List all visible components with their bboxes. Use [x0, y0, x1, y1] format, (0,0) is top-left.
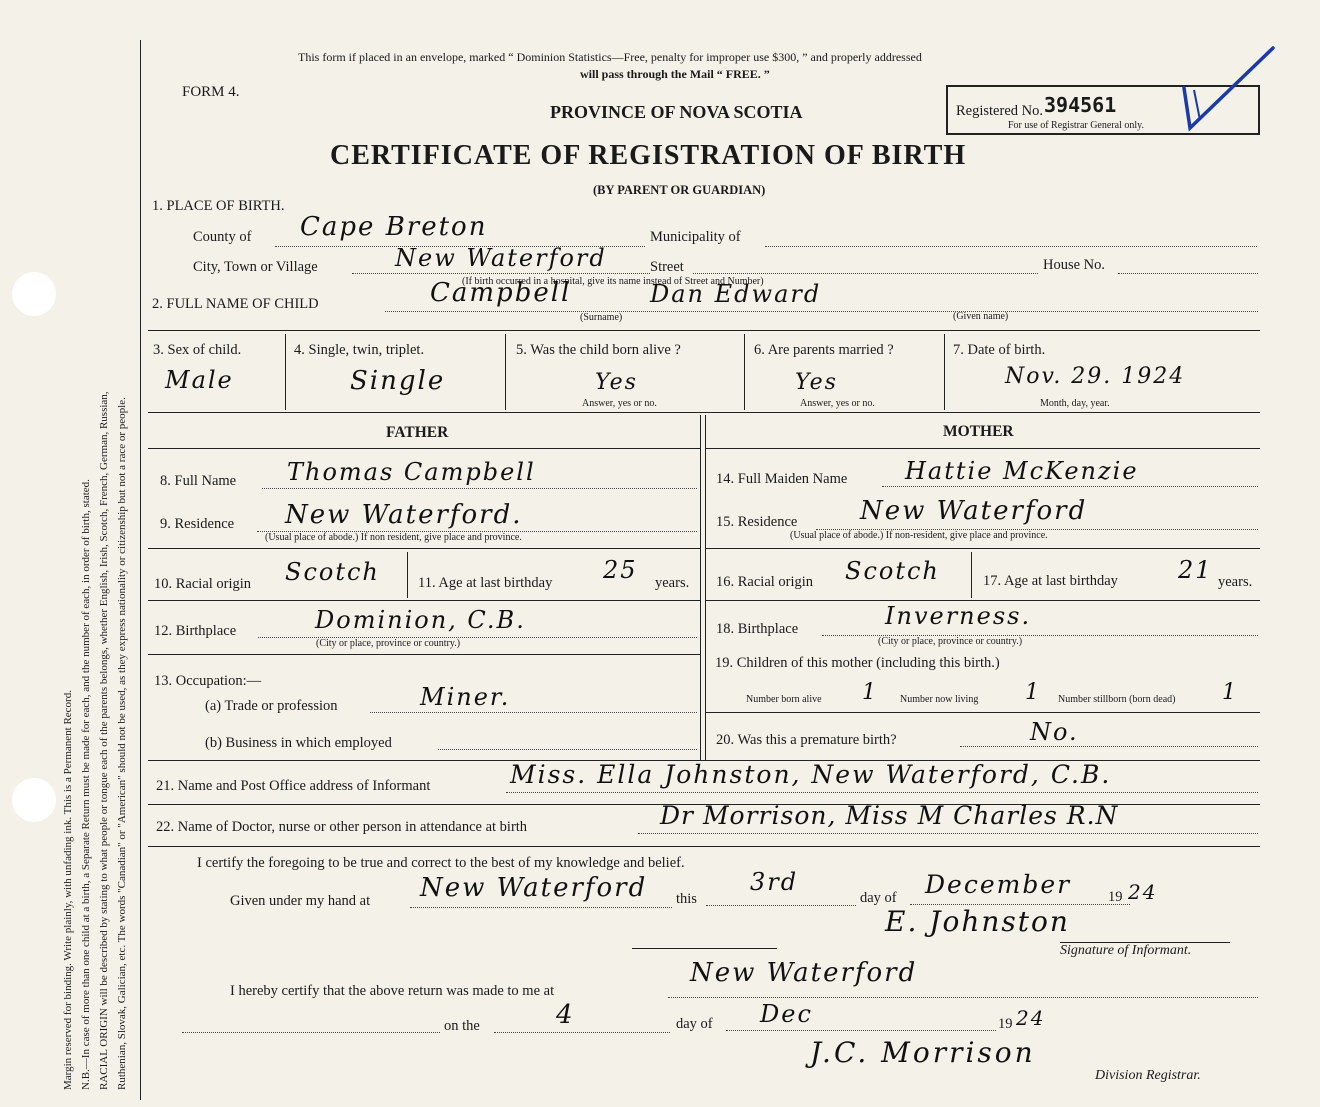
margin-rule — [140, 40, 141, 1100]
date-of-birth-label: 7. Date of birth. — [953, 342, 1046, 358]
father-residence-caption: (Usual place of abode.) If non resident, give place and province. — [265, 532, 522, 543]
mail-notice-1: This form if placed in an envelope, marked “ Dominion Statistics—Free, penalty for improper use $300, ” and properly addressed — [298, 50, 922, 64]
certificate-subtitle: (BY PARENT OR GUARDIAN) — [593, 183, 766, 197]
informant-signature: E. Johnston — [885, 905, 1070, 938]
stillborn-label: Number stillborn (born dead) — [1058, 694, 1176, 705]
mother-racial-value: Scotch — [845, 557, 940, 585]
now-living-label: Number now living — [900, 694, 979, 705]
mother-name-label: 14. Full Maiden Name — [716, 471, 848, 487]
child-surname-value: Campbell — [430, 278, 572, 308]
registrar-day-value: 4 — [556, 1000, 575, 1030]
registrar-day-of-label: day of — [676, 1016, 713, 1032]
hospital-note: (If birth occurred in a hospital, give its name instead of Street and Number) — [462, 276, 764, 287]
given-year-value: 24 — [1128, 880, 1158, 904]
given-under-label: Given under my hand at — [230, 893, 371, 909]
given-day-of-label: day of — [860, 890, 897, 906]
house-label: House No. — [1043, 257, 1106, 273]
margin-note-2: N.B.—In case of more than one child at a birth, a Separate Return must be made for each, and the number of each, in order of birth, stated. — [80, 479, 92, 1090]
father-years-label: years. — [655, 575, 690, 591]
father-trade-label: (a) Trade or profession — [205, 698, 338, 714]
given-month-value: December — [925, 870, 1072, 899]
mother-residence-value: New Waterford — [860, 496, 1088, 526]
city-value: New Waterford — [395, 244, 607, 272]
born-alive-count-value: 1 — [862, 680, 878, 705]
margin-note-4: Ruthenian, Slovak, Galician, etc. The words "Canadian" or "American" should not be used, as they express nationality or citizenship but not a race or people. — [116, 397, 128, 1090]
certificate-title: CERTIFICATE OF REGISTRATION OF BIRTH — [330, 140, 967, 171]
given-place-value: New Waterford — [420, 873, 648, 903]
mother-birthplace-caption: (City or place, province or country.) — [878, 636, 1023, 647]
column-divider — [700, 415, 701, 760]
margin-note-3: RACIAL ORIGIN will be described by stating to what people or tongue each of the parents belongs, whether English, Irish, Scotch, French, German, Russian, — [98, 391, 110, 1090]
parents-married-value: Yes — [795, 370, 838, 395]
father-heading: FATHER — [386, 424, 449, 441]
given-day-value: 3rd — [750, 868, 799, 896]
father-name-value: Thomas Campbell — [287, 458, 536, 486]
municipality-label: Municipality of — [650, 229, 741, 245]
surname-caption: (Surname) — [580, 312, 623, 323]
this-label: this — [676, 891, 697, 907]
stillborn-value: 1 — [1222, 680, 1238, 705]
born-alive-value: Yes — [595, 370, 638, 395]
registrar-place-value: New Waterford — [690, 958, 918, 988]
county-value: Cape Breton — [300, 212, 488, 242]
binding-hole-bottom — [12, 778, 56, 822]
doctor-label: 22. Name of Doctor, nurse or other person in attendance at birth — [156, 819, 528, 835]
father-racial-value: Scotch — [285, 558, 380, 586]
mother-heading: MOTHER — [943, 423, 1014, 440]
given-year-prefix — [1108, 889, 1123, 906]
on-the-label: on the — [444, 1018, 480, 1034]
registrar-statement: I hereby certify that the above return was made to me at — [230, 983, 555, 999]
registered-note: For use of Registrar General only. — [1008, 120, 1144, 131]
doctor-value: Dr Morrison, Miss M Charles R.N — [660, 801, 1119, 830]
mail-notice-2: will pass through the Mail “ FREE. ” — [580, 67, 770, 81]
mother-racial-label: 16. Racial origin — [716, 574, 814, 590]
date-of-birth-value: Nov. 29. 1924 — [1005, 364, 1186, 389]
mother-residence-caption: (Usual place of abode.) If non-resident, give place and province. — [790, 530, 1048, 541]
father-age-label: 11. Age at last birthday — [418, 575, 553, 591]
mother-years-label: years. — [1218, 574, 1253, 590]
province-title: PROVINCE OF NOVA SCOTIA — [550, 102, 803, 122]
place-of-birth-label: 1. PLACE OF BIRTH. — [152, 198, 285, 214]
child-given-value: Dan Edward — [650, 280, 822, 308]
mother-children-text: 19. Children of this mother (including this birth.) — [715, 655, 1000, 671]
registrar-year-prefix-text: 19 — [998, 1016, 1013, 1032]
mother-birthplace-label: 18. Birthplace — [716, 621, 799, 637]
parents-married-caption: Answer, yes or no. — [800, 398, 875, 409]
mother-residence-label: 15. Residence — [716, 514, 798, 530]
born-alive-caption: Answer, yes or no. — [582, 398, 657, 409]
certify-statement: I certify the foregoing to be true and correct to the best of my knowledge and belief. — [197, 855, 685, 871]
premature-value: No. — [1030, 718, 1079, 746]
registrar-signature: J.C. Morrison — [810, 1036, 1036, 1069]
signature-caption: Signature of Informant. — [1060, 943, 1192, 958]
date-of-birth-caption: Month, day, year. — [1040, 398, 1110, 409]
county-label: County of — [193, 229, 252, 245]
birth-type-value: Single — [350, 366, 446, 396]
father-birthplace-label: 12. Birthplace — [154, 623, 237, 639]
father-age-value: 25 — [603, 556, 638, 584]
father-birthplace-value: Dominion, C.B. — [315, 606, 526, 634]
registered-number: 394561 — [1044, 93, 1117, 117]
father-name-label: 8. Full Name — [160, 473, 237, 489]
mother-name-value: Hattie McKenzie — [905, 457, 1139, 485]
form-number: FORM 4. — [182, 84, 240, 100]
informant-value: Miss. Ella Johnston, New Waterford, C.B. — [510, 760, 1112, 789]
registrar-year-prefix — [998, 1016, 1013, 1033]
street-label: Street — [650, 259, 684, 275]
born-alive-count-label: Number born alive — [746, 694, 822, 705]
mother-age-label: 17. Age at last birthday — [983, 573, 1118, 589]
father-trade-value: Miner. — [420, 683, 511, 711]
margin-note-1: Margin reserved for binding. Write plainly, with unfading ink. This is a Permanent Record. — [62, 690, 74, 1090]
city-label: City, Town or Village — [193, 259, 318, 275]
registrar-caption: Division Registrar. — [1095, 1068, 1201, 1083]
registrar-year-value: 24 — [1016, 1006, 1046, 1030]
given-year-prefix-text: 19 — [1108, 889, 1123, 905]
parents-married-label: 6. Are parents married ? — [754, 342, 894, 358]
mother-children-label — [715, 655, 1000, 672]
sex-label: 3. Sex of child. — [153, 342, 242, 358]
mother-age-value: 21 — [1178, 556, 1213, 584]
born-alive-label: 5. Was the child born alive ? — [516, 342, 681, 358]
given-caption: (Given name) — [953, 311, 1009, 322]
registered-label: Registered No. — [956, 103, 1043, 119]
birth-type-label: 4. Single, twin, triplet. — [294, 342, 425, 358]
registrar-month-value: Dec — [760, 1000, 813, 1028]
now-living-value: 1 — [1025, 680, 1041, 705]
father-business-label: (b) Business in which employed — [205, 735, 392, 751]
father-occupation-label: 13. Occupation:— — [154, 673, 262, 689]
father-residence-value: New Waterford. — [285, 500, 523, 530]
check-mark-icon — [1170, 40, 1280, 135]
father-racial-label: 10. Racial origin — [154, 576, 252, 592]
child-name-label: 2. FULL NAME OF CHILD — [152, 296, 319, 312]
father-birthplace-caption: (City or place, province or country.) — [316, 638, 461, 649]
informant-label: 21. Name and Post Office address of Informant — [156, 778, 431, 794]
father-residence-label: 9. Residence — [160, 516, 235, 532]
binding-hole-top — [12, 272, 56, 316]
sex-value: Male — [165, 366, 234, 394]
premature-label: 20. Was this a premature birth? — [716, 732, 897, 748]
mother-birthplace-value: Inverness. — [885, 602, 1032, 630]
